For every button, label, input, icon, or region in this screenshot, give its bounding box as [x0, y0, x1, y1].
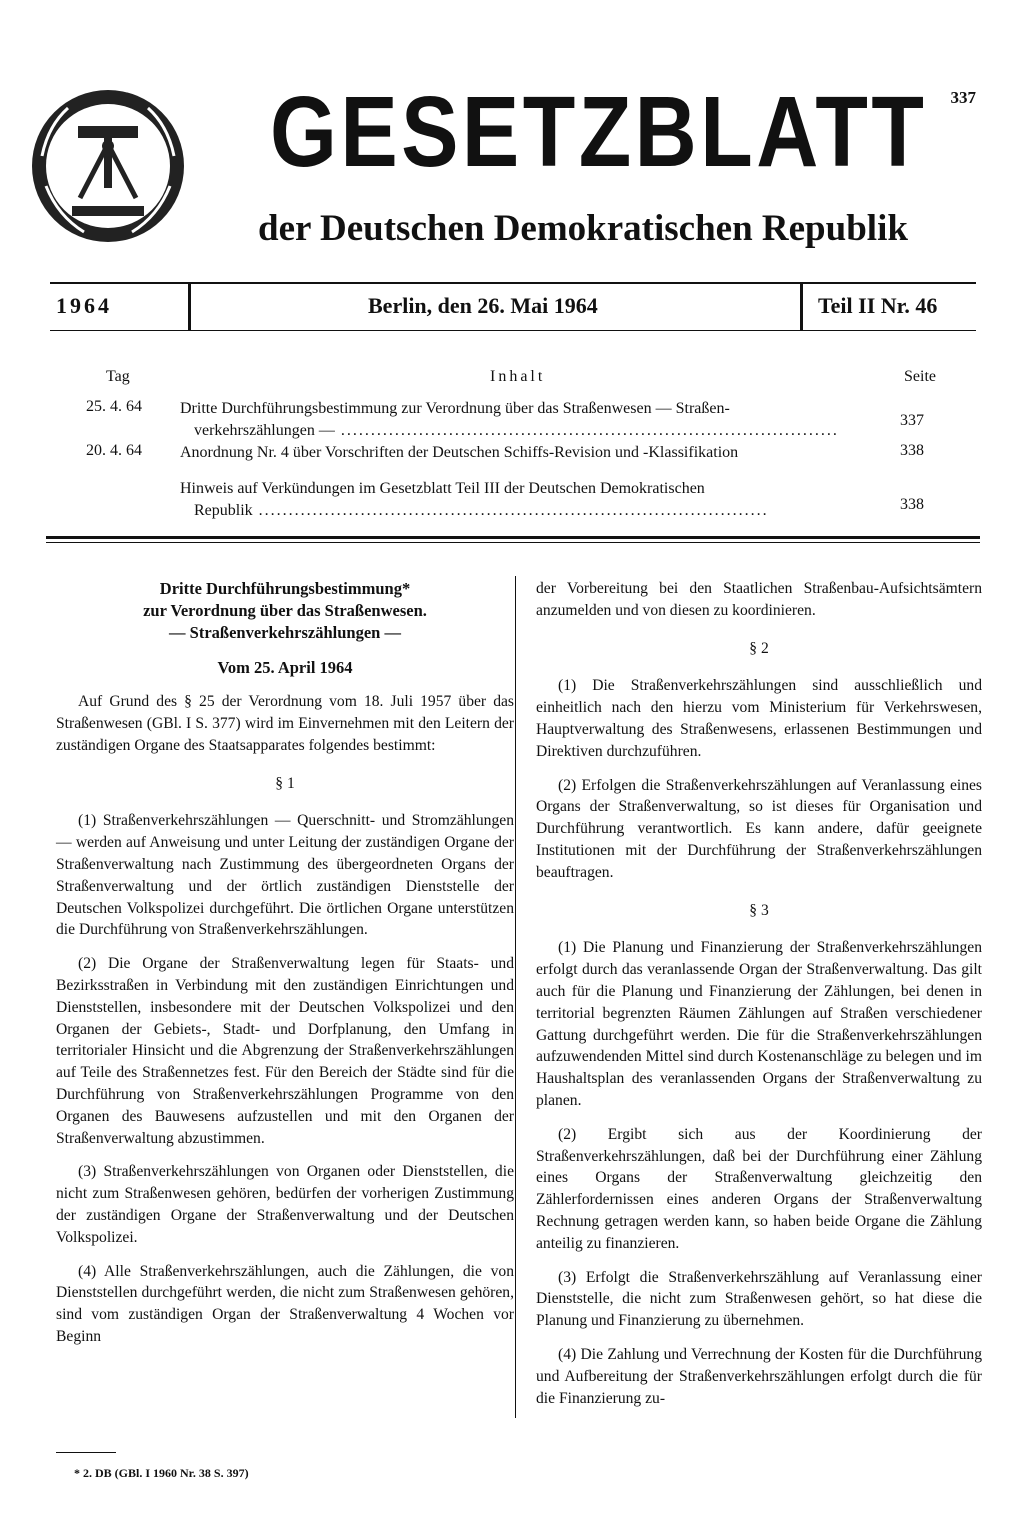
- issue-part-number: Teil II Nr. 46: [818, 293, 938, 318]
- footnote-rule: [56, 1452, 116, 1453]
- paragraph: (2) Die Organe der Straßenverwaltung legen für Staats- und Bezirksstraßen in Verbindung mit den zuständigen Einrichtungen und Dienststellen, insbesondere mit der Deutschen Volkspolizei und den Organen der Gebiets-, Stadt- und Dorfplanung, den Umfang in territorialer Hinsicht und die Abgrenzung der Straßenverkehrszählungen auf Teile des Straßennetzes fest. Für den Bereich der Städte sind für die Durchführung von Straßenverkehrszählungen Programme von den Organen des Bauwesens aufzustellen und mit den Organen der Straßenverwaltung abzustimmen.: [56, 955, 514, 1147]
- contents-bottom-rule: [46, 536, 980, 539]
- paragraph: (1) Die Planung und Finanzierung der Straßenverkehrszählungen erfolgt durch das veranlassende Organ der Straßenverwaltung. Das gilt auch für die Planung und Finanzierung der Zählungen, bei denen in territorial begrenzten Räumen Zählungen auf Straßen verschiedener Gattung durchgeführt werden. Die für die Straßenverkehrszählungen aufzuwendenden Mittel sind durch Kostenanschläge zu belegen und im Haushaltsplan des veranlassenden Organs der Straßenverwaltung zu planen.: [536, 939, 982, 1109]
- article-date: Vom 25. April 1964: [217, 658, 353, 678]
- contents-entry-text: Anordnung Nr. 4 über Vorschriften der Deutschen Schiffs-Revision und -Klassifikation: [180, 444, 739, 461]
- contents-col-content: Inhalt: [490, 368, 546, 385]
- contents-bottom-rule: [46, 542, 980, 543]
- article-title-line: Dritte Durchführungsbestimmung*: [159, 579, 411, 598]
- contents-entry-page: 338: [900, 496, 924, 513]
- contents-col-day: Tag: [106, 368, 130, 385]
- section-heading: § 1: [275, 774, 295, 792]
- leader-dots: .....................................................................................: [252, 502, 769, 519]
- body-column-left: [56, 578, 514, 1360]
- page-number: 337: [950, 88, 976, 107]
- paragraph-continuation: der Vorbereitung bei den Staatlichen Straßenbau-Aufsichtsämtern anzumelden und von diesen zu koordinieren.: [536, 580, 982, 619]
- paragraph: (3) Straßenverkehrszählungen von Organen oder Dienststellen, die nicht zum Straßenwesen gehören, bedürfen der vorherigen Zustimmung der zuständigen Organe der Straßenverwaltung und der Deutschen Volkspolizei.: [56, 1163, 514, 1246]
- contents-entry-text: Dritte Durchführungsbestimmung zur Verordnung über das Straßenwesen — Straßen-: [180, 400, 730, 417]
- paragraph: (4) Alle Straßenverkehrszählungen, auch die Zählungen, die von Dienststellen durchgeführt werden, die nicht zum Straßenwesen gehören, sind vom zuständigen Organ der Straßenverwaltung 4 Wochen vor Beginn: [56, 1262, 514, 1345]
- contents-entry-page: 337: [900, 412, 924, 429]
- issue-bar-divider: [188, 284, 191, 330]
- contents-col-page: Seite: [904, 368, 936, 385]
- contents-entry-date: 20. 4. 64: [86, 442, 142, 459]
- issue-year: 1964: [56, 293, 112, 318]
- paragraph: (4) Die Zahlung und Verrechnung der Kosten für die Durchführung und Aufbereitung der Straßenverkehrszählungen erfolgt durch die für die Finanzierung zu-: [536, 1345, 982, 1407]
- body-column-right: [536, 578, 982, 1421]
- paragraph: (1) Straßenverkehrszählungen — Querschnitt- und Stromzählungen — werden auf Anweisung und unter Leitung der zuständigen Organe der Straßenverwaltung nach Zustimmung des übergeordneten Organs der Straßenverwaltung und der örtlich zuständigen Dienststelle der Deutschen Volkspolizei durchgeführt. Die örtlichen Organe unterstützen die Durchführung von Straßenverkehrszählungen.: [56, 812, 514, 939]
- masthead-subtitle: der Deutschen Demokratischen Republik: [258, 208, 908, 249]
- paragraph: (1) Die Straßenverkehrszählungen sind ausschließlich und einheitlich nach den hierzu vom Ministerium für Verkehrswesen, Hauptverwaltung des Straßenwesens, erlassenen Bestimmungen und Direktiven durchzuführen.: [536, 677, 982, 760]
- contents-entry-date: 25. 4. 64: [86, 398, 142, 415]
- section-heading: § 3: [749, 901, 769, 919]
- contents-entry-page: 338: [900, 442, 924, 459]
- section-heading: § 2: [749, 639, 769, 657]
- issue-bar-bottom-rule: [50, 330, 976, 331]
- paragraph: (3) Erfolgt die Straßenverkehrszählung auf Veranlassung einer Dienststelle, die nicht zum Straßenwesen gehört, so hat diese die Planung und Finanzierung zu übernehmen.: [536, 1268, 982, 1330]
- paragraph: (2) Ergibt sich aus der Koordinierung der Straßenverkehrszählungen, daß bei der Durchführung einer Zählung eines Organs der Straßenverwaltung gleichzeitig den Zählerfordernissen eines anderen Organs der Straßenverwaltung Rechnung getragen werden kann, so haben beide Organe die Zählung anteilig zu finanzieren.: [536, 1125, 982, 1252]
- article-title-line: — Straßenverkehrszählungen —: [169, 622, 401, 642]
- footnote: * 2. DB (GBl. I 1960 Nr. 38 S. 397): [74, 1466, 249, 1480]
- masthead-title: GESETZBLATT: [270, 76, 928, 188]
- state-emblem-icon: [28, 86, 188, 246]
- leader-dots: ...................................................................................: [334, 422, 839, 439]
- paragraph: (2) Erfolgen die Straßenverkehrszählungen auf Veranlassung eines Organs der Straßenverwaltung, so ist dieses für Organisation und Durchführung verantwortlich. Es kann andere, dafür geeignete Institutionen mit der Durchführung der Straßenverkehrszählungen beauftragen.: [536, 776, 982, 881]
- contents-entry-text: verkehrszählungen —: [194, 422, 335, 439]
- article-title-line: zur Verordnung über das Straßenwesen.: [143, 600, 427, 620]
- contents-entry-text: Hinweis auf Verkündungen im Gesetzblatt Teil III der Deutschen Demokratischen: [180, 480, 705, 497]
- preamble-paragraph: Auf Grund des § 25 der Verordnung vom 18. Juli 1957 über das Straßenwesen (GBl. I S. 377) wird im Einvernehmen mit den Leitern der zuständigen Organe des Staatsapparates folgendes bestimmt:: [56, 693, 514, 754]
- column-divider: [515, 576, 516, 1418]
- issue-place-date: Berlin, den 26. Mai 1964: [368, 293, 598, 318]
- contents-entry-text: Republik: [194, 502, 253, 519]
- issue-bar-divider: [800, 284, 803, 330]
